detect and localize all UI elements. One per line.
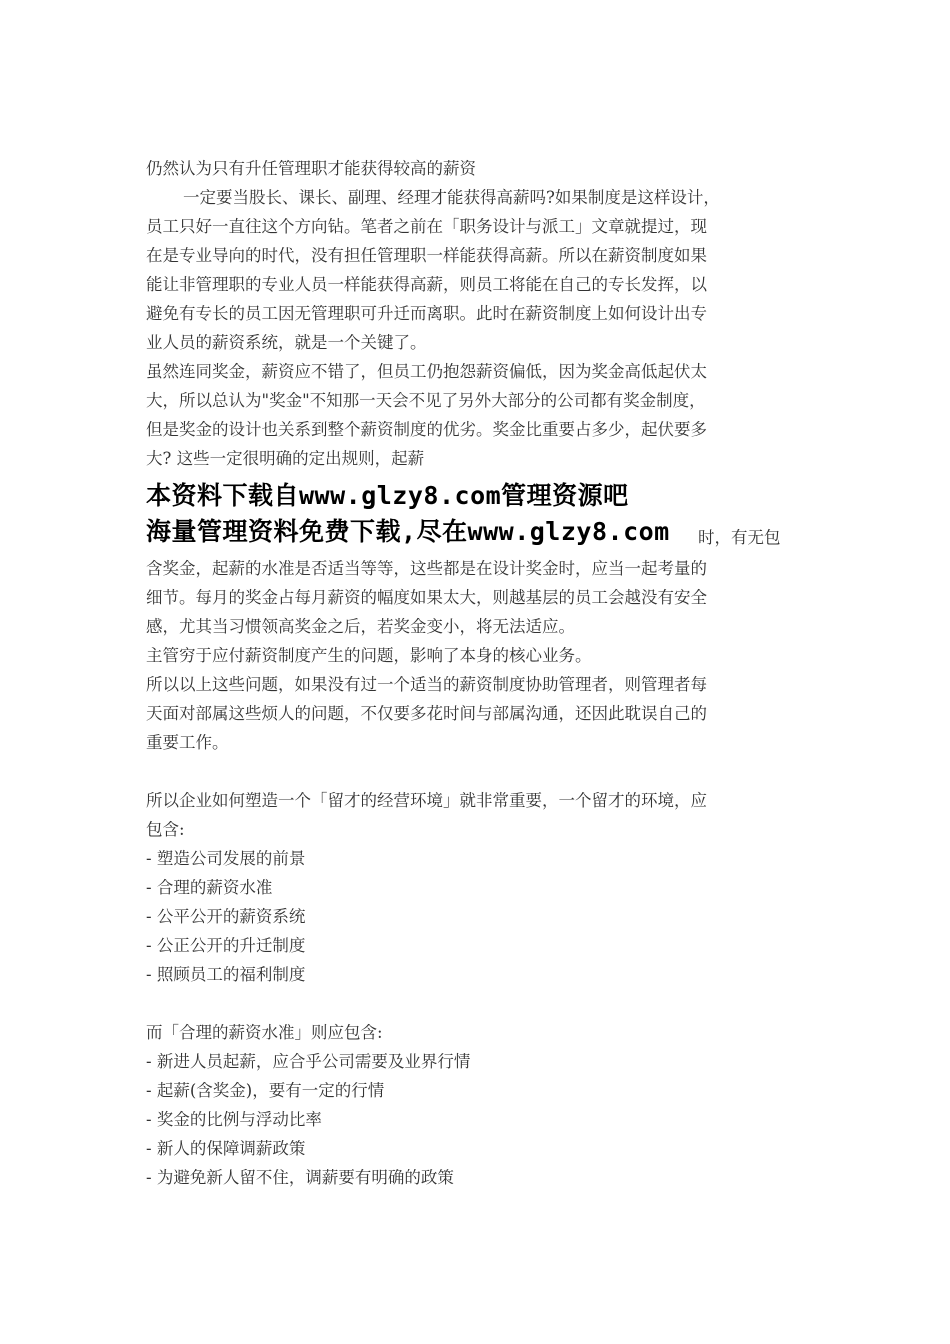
- paragraph-line: 在是专业导向的时代，没有担任管理职一样能获得高薪。所以在薪资制度如果: [146, 246, 707, 265]
- list-item: - 公正公开的升迁制度: [146, 936, 306, 955]
- spacer: [146, 989, 798, 1018]
- paragraph-line: 天面对部属这些烦人的问题，不仅要多花时间与部属沟通，还因此耽误自己的: [146, 704, 707, 723]
- paragraph-line: 细节。每月的奖金占每月薪资的幅度如果太大，则越基层的员工会越没有安全: [146, 588, 707, 607]
- paragraph-line: 避免有专长的员工因无管理职可升迁而离职。此时在薪资制度上如何设计出专: [146, 304, 707, 323]
- paragraph-line: 主管穷于应付薪资制度产生的问题，影响了本身的核心业务。: [146, 646, 592, 665]
- paragraph-line: 所以以上这些问题，如果没有过一个适当的薪资制度协助管理者，则管理者每: [146, 675, 707, 694]
- paragraph-line: 重要工作。: [146, 733, 229, 752]
- list-item: - 照顾员工的福利制度: [146, 965, 306, 984]
- document-page: [146, 154, 798, 1192]
- paragraph-line: 大? 这些一定很明确的定出规则，起薪: [146, 449, 425, 468]
- watermark-line-2: 海量管理资料免费下载,尽在www.glzy8.com: [146, 517, 670, 546]
- paragraph-line: 而「合理的薪资水准」则应包含:: [146, 1023, 383, 1042]
- list-item: - 合理的薪资水准: [146, 878, 273, 897]
- list-item: - 为避免新人留不住，调薪要有明确的政策: [146, 1168, 454, 1187]
- paragraph-line: 能让非管理职的专业人员一样能获得高薪，则员工将能在自己的专长发挥，以: [146, 275, 707, 294]
- paragraph-line: 感，尤其当习惯领高奖金之后，若奖金变小，将无法适应。: [146, 617, 575, 636]
- paragraph-line: 员工只好一直往这个方向钻。笔者之前在「职务设计与派工」文章就提过，现: [146, 217, 707, 236]
- paragraph-line: 大，所以总认为"奖金"不知那一天会不见了另外大部分的公司都有奖金制度，: [146, 391, 706, 410]
- list-item: - 新进人员起薪，应合乎公司需要及业界行情: [146, 1052, 471, 1071]
- list-item: - 奖金的比例与浮动比率: [146, 1110, 322, 1129]
- paragraph-line: 一定要当股长、课长、副理、经理才能获得高薪吗?如果制度是这样设计，: [183, 188, 720, 207]
- list-item: - 公平公开的薪资系统: [146, 907, 306, 926]
- list-item: - 塑造公司发展的前景: [146, 849, 306, 868]
- section-heading: 仍然认为只有升任管理职才能获得较高的薪资: [146, 159, 476, 178]
- paragraph-line: 但是奖金的设计也关系到整个薪资制度的优劣。奖金比重要占多少，起伏要多: [146, 420, 707, 439]
- watermark-banner: [146, 476, 798, 554]
- paragraph-line: 虽然连同奖金，薪资应不错了，但员工仍抱怨薪资偏低，因为奖金高低起伏太: [146, 362, 707, 381]
- paragraph-line: 业人员的薪资系统，就是一个关键了。: [146, 333, 427, 352]
- watermark-line-1: 本资料下载自www.glzy8.com管理资源吧: [146, 481, 629, 510]
- spacer: [146, 757, 798, 786]
- list-item: - 新人的保障调薪政策: [146, 1139, 306, 1158]
- paragraph-line: 含奖金，起薪的水准是否适当等等，这些都是在设计奖金时，应当一起考量的: [146, 559, 707, 578]
- watermark-tail-text: 时，有无包: [698, 528, 781, 547]
- list-item: - 起薪(含奖金)，要有一定的行情: [146, 1081, 385, 1100]
- paragraph-line: 包含:: [146, 820, 185, 839]
- paragraph-line: 所以企业如何塑造一个「留才的经营环境」就非常重要，一个留才的环境，应: [146, 791, 707, 810]
